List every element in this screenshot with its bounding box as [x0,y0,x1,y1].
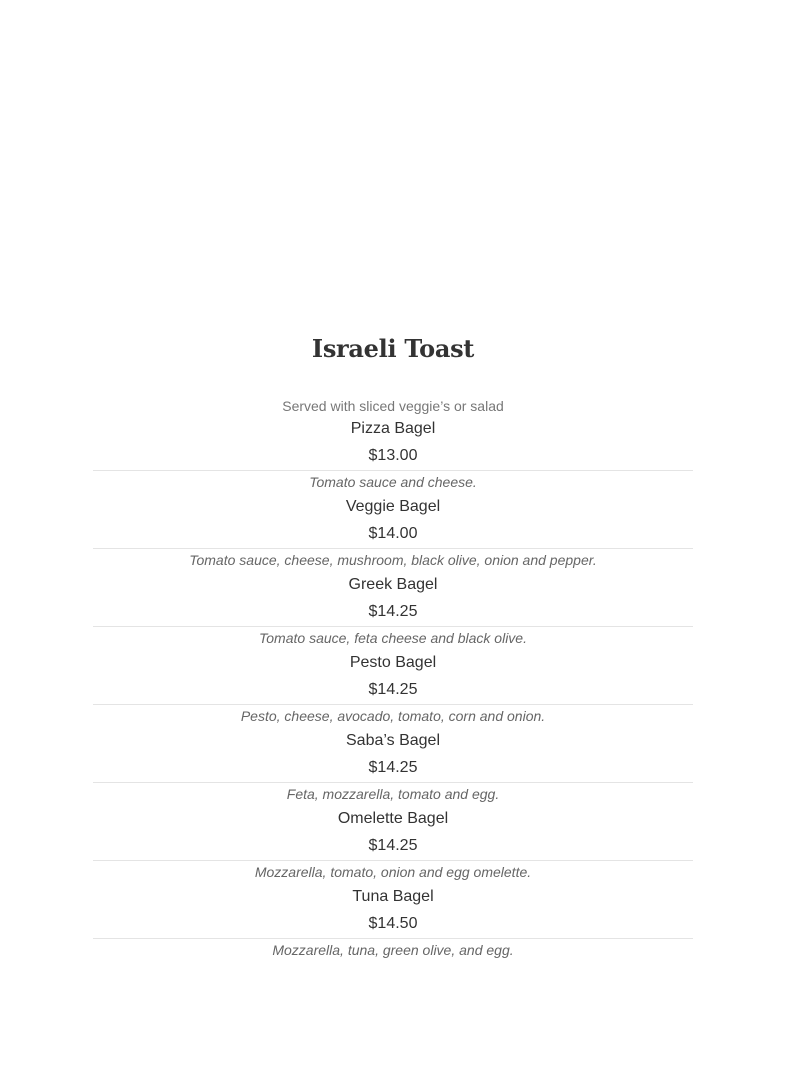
menu-section [93,330,693,962]
section-title: Israeli Toast [311,334,475,363]
menu-item [93,806,693,884]
item-name: Omelette Bagel [337,810,449,827]
item-description: Pesto, cheese, avocado, tomato, corn and onion. [240,708,546,724]
menu-item [93,884,693,962]
menu-item [93,494,693,572]
item-name: Greek Bagel [348,576,438,593]
item-description: Mozzarella, tomato, onion and egg omelette. [254,864,532,880]
item-description: Tomato sauce, feta cheese and black olive. [259,630,527,646]
menu-items-list [93,416,693,962]
item-price: $14.00 [368,525,418,542]
item-name: Veggie Bagel [345,498,441,515]
item-price: $14.25 [368,759,418,776]
item-description: Tomato sauce and cheese. [309,474,477,490]
menu-item [93,416,693,494]
item-description: Feta, mozzarella, tomato and egg. [286,786,500,802]
item-description: Mozzarella, tuna, green olive, and egg. [272,942,514,958]
item-price: $13.00 [368,447,418,464]
item-name: Saba’s Bagel [346,732,440,749]
menu-item [93,572,693,650]
item-name: Pesto Bagel [349,654,437,671]
item-price: $14.25 [368,603,418,620]
item-price: $14.25 [368,837,418,854]
menu-item [93,650,693,728]
menu-item [93,728,693,806]
item-price: $14.50 [368,915,418,932]
item-price: $14.25 [368,681,418,698]
item-description: Tomato sauce, cheese, mushroom, black olive, onion and pepper. [189,552,597,568]
item-name: Pizza Bagel [350,420,436,437]
section-note: Served with sliced veggie’s or salad [282,398,504,414]
item-name: Tuna Bagel [352,888,434,905]
